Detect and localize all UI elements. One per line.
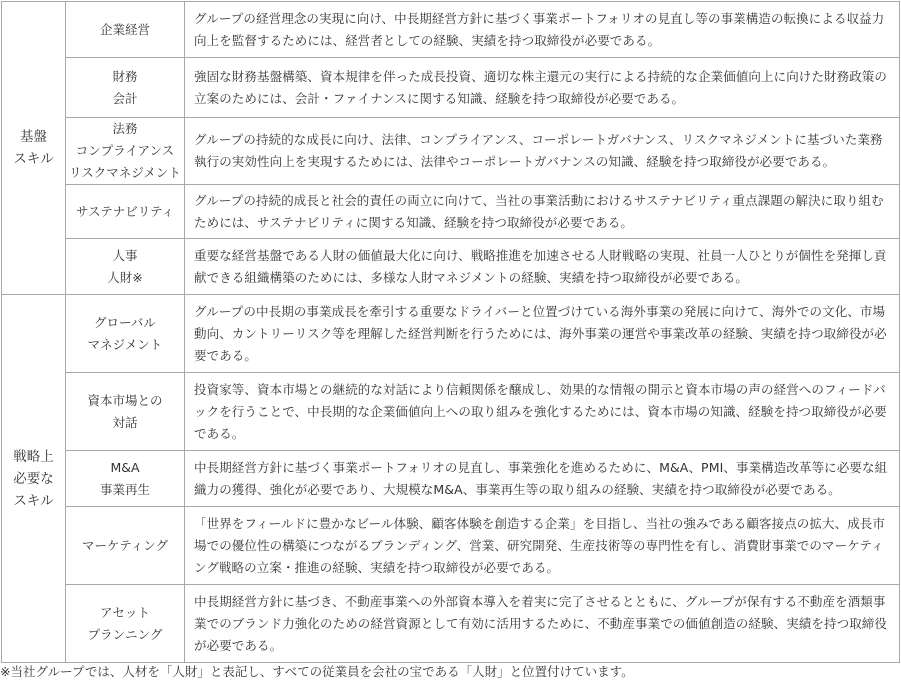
- table-row: [2, 58, 900, 118]
- skill-name-line: プランニング: [87, 626, 163, 642]
- description-line: 投資家等、資本市場との継続的な対話により信頼関係を醸成し、効果的な情報の開示と資本市場の声の経営へのフィードバ: [194, 381, 886, 397]
- skill-name-cell: [66, 507, 185, 585]
- category-strategic-skills: [2, 295, 66, 663]
- category-label-line: 基盤: [20, 129, 47, 145]
- skill-description-cell: [185, 239, 900, 295]
- skill-description-cell: [185, 118, 900, 185]
- footnote: ※当社グループでは、人材を「人財」と表記し、すべての従業員を会社の宝である「人財」と位置付けています。: [0, 664, 634, 679]
- description-line: である。: [194, 425, 245, 441]
- description-line: 場での優位性の構築につながるブランディング、営業、研究開発、生産技術等の専門性を有し、消費財事業でのマーケティ: [194, 537, 884, 553]
- skill-description-cell: [185, 185, 900, 239]
- table-row: [2, 507, 900, 585]
- category-basic-skills: [2, 2, 66, 295]
- skill-description-cell: [185, 58, 900, 118]
- skill-name-cell: [66, 58, 185, 118]
- skill-description-cell: [185, 585, 900, 663]
- skill-name-cell: [66, 239, 185, 295]
- skill-description-cell: [185, 451, 900, 507]
- category-label-line: 戦略上: [13, 448, 54, 465]
- description-line: 中長期経営方針に基づき、不動産事業への外部資本導入を着実に完了させるとともに、グループが保有する不動産を酒類事: [194, 593, 886, 609]
- table-row: [2, 2, 900, 58]
- description-line: 向上を監督するためには、経営者としての経験、実績を持つ取締役が必要である。: [194, 32, 661, 48]
- category-label-line: スキル: [13, 492, 54, 509]
- skill-name-line: コンプライアンス: [75, 143, 175, 158]
- skill-name-line: サステナビリティ: [75, 203, 174, 219]
- description-line: ックを行うことで、中長期的な企業価値向上への取り組みを強化するためには、資本市場の知識、経験を持つ取締役が必要: [194, 403, 887, 419]
- table-row: [2, 451, 900, 507]
- description-line: 執行の実効性向上を実現するためには、法律やコーポレートガバナンスの知識、経験を持つ取締役が必要である。: [194, 154, 836, 169]
- description-line: 「世界をフィールドに豊かなビール体験、顧客体験を創造する企業」を目指し、当社の強みである顧客接点の拡大、成長市: [194, 515, 886, 531]
- skill-name-line: アセット: [100, 604, 150, 620]
- skill-name-line: 人事: [112, 247, 138, 263]
- description-line: 中長期経営方針に基づく事業ポートフォリオの見直し、事業強化を進めるために、M&A、PMI、事業構造改革等に必要な組: [194, 459, 888, 475]
- table-row: [2, 185, 900, 239]
- skill-name-cell: [66, 185, 185, 239]
- skill-name-cell: [66, 373, 185, 451]
- description-line: ング戦略の立案・推進の経験、実績を持つ取締役が必要である。: [194, 559, 560, 575]
- skill-name-cell: [66, 295, 185, 373]
- description-line: 献できる組織構築のためには、多様な人財マネジメントの経験、実績を持つ取締役が必要である。: [194, 269, 749, 285]
- table-row: [2, 295, 900, 373]
- skill-name-line: 企業経営: [99, 21, 150, 37]
- skill-name-cell: [66, 2, 185, 58]
- skill-name-line: 対話: [112, 414, 138, 430]
- description-line: 動向、カントリーリスク等を理解した経営判断を行うためには、海外事業の運営や事業改革の経験、実績を持つ取締役が必: [194, 325, 887, 341]
- skill-name-line: 人財※: [107, 269, 143, 285]
- skill-description-cell: [185, 373, 900, 451]
- description-line: 強固な財務基盤構築、資本規律を伴った成長投資、適切な株主還元の実行による持続的な企業価値向上に向けた財務政策の: [194, 68, 888, 84]
- category-label-line: スキル: [13, 151, 54, 167]
- skill-name-line: マネジメント: [87, 336, 163, 352]
- skill-name-line: M&A: [110, 459, 140, 475]
- skill-name-cell: [66, 451, 185, 507]
- skill-name-line: 資本市場との: [87, 392, 163, 408]
- description-line: 業でのブランド力強化のための経営資源として有効に活用するために、不動産事業での価値創造の経験、実績を持つ取締役: [194, 615, 888, 631]
- category-label-line: 必要な: [13, 470, 54, 487]
- table-row: [2, 239, 900, 295]
- skill-description-cell: [185, 507, 900, 585]
- skill-name-line: 会計: [112, 90, 138, 106]
- skill-name-cell: [66, 585, 185, 663]
- description-line: グループの中長期の事業成長を牽引する重要なドライバーと位置づけている海外事業の発展に向けて、海外での文化、市場: [194, 303, 886, 319]
- skill-name-line: 財務: [112, 68, 138, 84]
- skill-name-cell: [66, 118, 185, 185]
- description-line: グループの持続的成長と社会的責任の両立に向けて、当社の事業活動におけるサステナビリティ重点課題の解決に取り組む: [194, 192, 884, 208]
- skills-matrix-table: [1, 1, 900, 663]
- description-line: ためには、サステナビリティに関する知識、経験を持つ取締役が必要である。: [194, 214, 634, 230]
- description-line: グループの経営理念の実現に向け、中長期経営方針に基づく事業ポートフォリオの見直し等の事業構造の転換による収益力: [194, 10, 885, 26]
- description-line: 織力の獲得、強化が必要であり、大規模なM&A、事業再生等の取り組みの経験、実績を持つ取締役が必要である。: [194, 481, 841, 497]
- description-line: 立案のためには、会計・ファイナンスに関する知識、経験を持つ取締役が必要である。: [194, 90, 685, 106]
- table-row: [2, 585, 900, 663]
- skill-name-line: 法務: [112, 121, 138, 136]
- skill-name-line: グローバル: [94, 314, 156, 330]
- skill-name-line: リスクマネジメント: [69, 165, 181, 180]
- description-line: 重要な経営基盤である人財の価値最大化に向け、戦略推進を加速させる人財戦略の実現、社員一人ひとりが個性を発揮し貢: [194, 247, 887, 263]
- description-line: 要である。: [194, 347, 258, 363]
- table-row: [2, 118, 900, 185]
- table-row: [2, 373, 900, 451]
- skill-description-cell: [185, 2, 900, 58]
- skill-name-line: 事業再生: [99, 481, 150, 497]
- skill-name-line: マーケティング: [81, 537, 168, 553]
- description-line: が必要である。: [194, 637, 283, 653]
- description-line: グループの持続的な成長に向け、法律、コンプライアンス、コーポレートガバナンス、リスクマネジメントに基づいた業務: [194, 132, 883, 147]
- skill-description-cell: [185, 295, 900, 373]
